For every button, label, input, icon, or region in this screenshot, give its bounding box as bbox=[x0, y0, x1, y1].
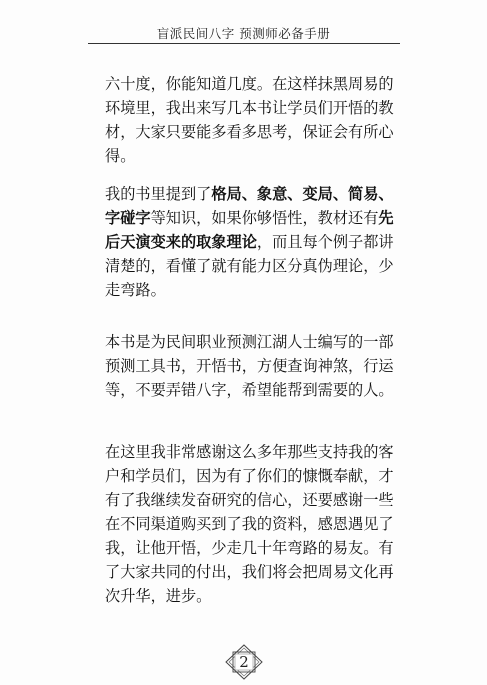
bold-term-theory: 先后天演变来的取象理论 bbox=[105, 209, 394, 251]
page-number: 2 bbox=[239, 653, 249, 671]
paragraph-text bbox=[105, 330, 395, 402]
paragraph-segment: 等知识，如果你够悟性，教材还有 bbox=[150, 209, 379, 227]
bold-term-list: 格局、象意、变局、简易、字碰字 bbox=[105, 185, 394, 227]
running-header-title: 盲派民间八字 预测师必备手册 bbox=[156, 26, 331, 41]
paragraph-1 bbox=[105, 72, 395, 168]
paragraph-segment: ，而且每个例子都讲清楚的，看懂了就有能力区分真伪理论，少走弯路。 bbox=[105, 233, 394, 299]
paragraph-segment: 在这里我非常感谢这么多年那些支持我的客户和学员们，因为有了你们的慷慨奉献，才有了我继续发奋研究的信心，还要感谢一些在不同渠道购买到了我的资料，感恩遇见了我，让他开悟，少走几十年弯路的易友。有了大家共同的付出，我们将会把周易文化再次升华，进步。 bbox=[105, 443, 394, 605]
page-number-ornament bbox=[224, 644, 264, 680]
paragraph-2 bbox=[105, 182, 395, 302]
paragraph-text bbox=[105, 182, 395, 302]
paragraph-segment: 本书是为民间职业预测江湖人士编写的一部预测工具书，开悟书，方便查询神煞，行运等，不要弄错八字，希望能帮到需要的人。 bbox=[105, 333, 394, 399]
header-rule bbox=[88, 43, 400, 44]
paragraph-segment: 我的书里提到了 bbox=[105, 185, 212, 203]
paragraph-text bbox=[105, 440, 395, 608]
paragraph-3 bbox=[105, 330, 395, 402]
paragraph-4 bbox=[105, 440, 395, 608]
paragraph-text bbox=[105, 72, 395, 168]
paragraph-segment: 六十度，你能知道几度。在这样抹黑周易的环境里，我出来写几本书让学员们开悟的教材，大家只要能多看多思考，保证会有所心得。 bbox=[105, 75, 394, 165]
